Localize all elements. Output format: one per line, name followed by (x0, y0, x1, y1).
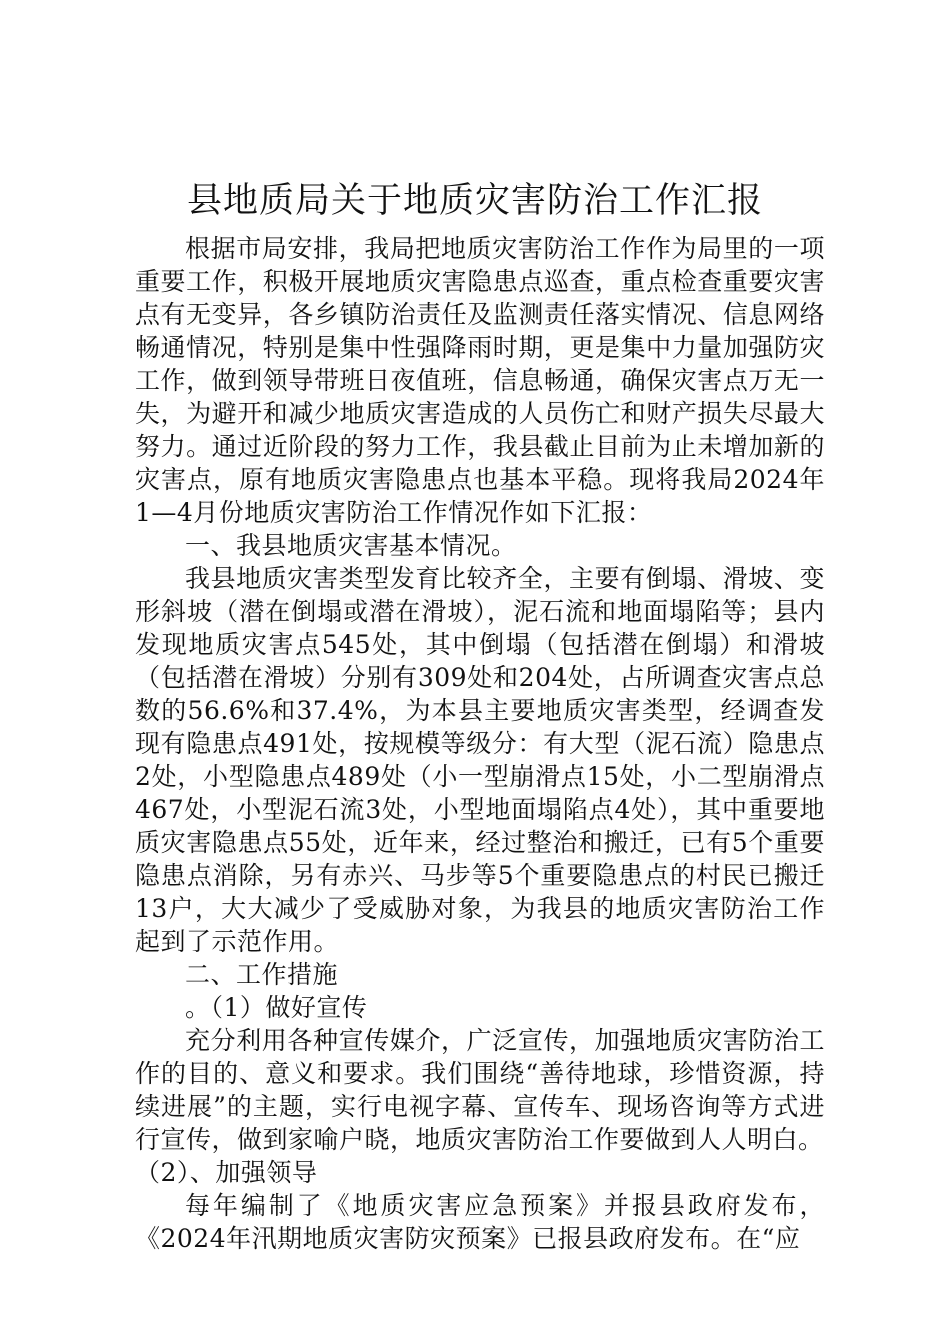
subheading-publicity: 。（1）做好宣传 (185, 993, 368, 1022)
subheading-leadership: （2）、加强领导 (135, 1158, 318, 1187)
paragraph-intro: 根据市局安排，我局把地质灾害防治工作作为局里的一项重要工作，积极开展地质灾害隐患点巡查，重点检查重要灾害点有无变异，各乡镇防治责任及监测责任落实情况、信息网络畅通情况，特别是集中性强降雨时期，更是集中力量加强防灾工作，做到领导带班日夜值班，信息畅通，确保灾害点万无一失，为避开和减少地质灾害造成的人员伤亡和财产损失尽最大努力。通过近阶段的努力工作，我县截止目前为止未增加新的灾害点，原有地质灾害隐患点也基本平稳。现将我局2024年1—4月份地质灾害防治工作情况作如下汇报： (135, 234, 825, 527)
paragraph-leadership: 每年编制了《地质灾害应急预案》并报县政府发布，《2024年汛期地质灾害防灾预案》已报县政府发布。在“应 (135, 1191, 825, 1253)
document-title: 县地质局关于地质灾害防治工作汇报 (186, 181, 763, 221)
paragraph-publicity: 充分利用各种宣传媒介，广泛宣传，加强地质灾害防治工作的目的、意义和要求。我们围绕“善待地球，珍惜资源，持续进展”的主题，实行电视字幕、宣传车、现场咨询等方式进行宣传，做到家喻户晓，地质灾害防治工作要做到人人明白。 (135, 1026, 825, 1154)
document-body (135, 232, 825, 1255)
paragraph-basic-situation: 我县地质灾害类型发育比较齐全，主要有倒塌、滑坡、变形斜坡（潜在倒塌或潜在滑坡），泥石流和地面塌陷等；县内发现地质灾害点545处，其中倒塌（包括潜在倒塌）和滑坡（包括潜在滑坡）分别有309处和204处，占所调查灾害点总数的56.6%和37.4%，为本县主要地质灾害类型，经调查发现有隐患点491处，按规模等级分：有大型（泥石流）隐患点2处，小型隐患点489处（小一型崩滑点15处，小二型崩滑点467处，小型泥石流3处，小型地面塌陷点4处），其中重要地质灾害隐患点55处，近年来，经过整治和搬迁，已有5个重要隐患点消除，另有赤兴、马步等5个重要隐患点的村民已搬迁13户，大大减少了受威胁对象，为我县的地质灾害防治工作起到了示范作用。 (135, 564, 825, 956)
section-heading-basic-situation: 一、我县地质灾害基本情况。 (185, 531, 517, 560)
section-heading-measures: 二、工作措施 (185, 960, 339, 989)
